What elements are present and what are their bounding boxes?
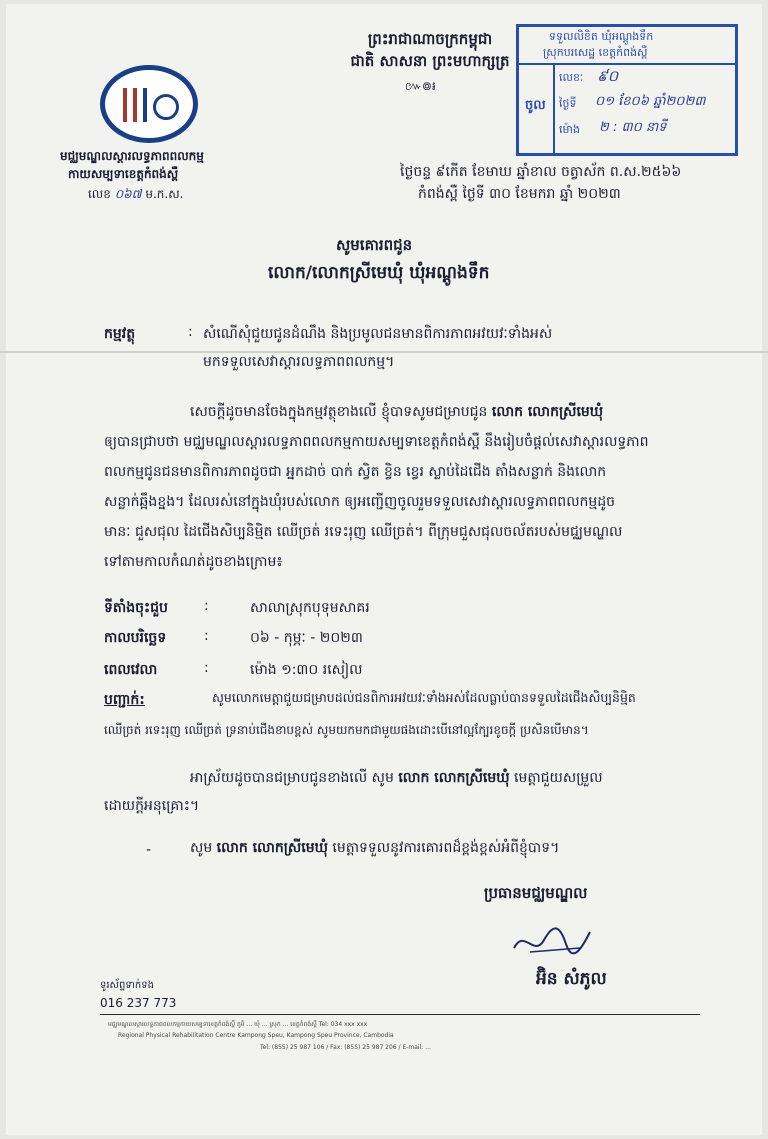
org-name-line1: មជ្ឈមណ្ឌលស្តារលទ្ធភាពពលកម្ម: [60, 149, 204, 163]
ornament: ៚៙៛: [405, 79, 436, 93]
closing-line1-recipient: លោក លោកស្រីមេឃុំ: [398, 770, 510, 786]
closing-line-3: [190, 838, 559, 859]
body-line-6: ទៅតាមកាលកំណត់ដូចខាងក្រោម៖: [104, 554, 283, 570]
detail-location-value: សាលាស្រុកបុទុមសាគរ: [250, 600, 370, 616]
detail-date-value: ០៦ - កុម្ភៈ - ២០២៣: [250, 630, 363, 646]
handwritten-signature: [510, 918, 594, 962]
stamp-side-label: ចូល: [525, 98, 546, 113]
body-line1-text: សេចក្តីដូចមានចែងក្នុងកម្មវត្ថុខាងលើ ខ្ញុំបាទសូមជម្រាបជូន: [190, 404, 492, 420]
ref-suffix: ម.ក.ស.: [145, 187, 184, 201]
org-name-line2: កាយសម្បទាខេត្តកំពង់ស្ពឺ: [68, 167, 179, 181]
body-line-2: ឲ្យបានជ្រាបថា មជ្ឈមណ្ឌលស្តារលទ្ធភាពពលកម្មកាយសម្បទាខេត្តកំពង់ស្ពឺ នឹងរៀបចំផ្តល់សេវាស្តារលទ្ធភាព: [104, 434, 649, 450]
stamp-time-label: ម៉ោង: [559, 123, 580, 136]
body-line-3: ពលកម្មជូនជនមានពិការភាពដូចជា អ្នកដាច់ បាក់ ស្វិត ខ្វិន ខ្វេរ ស្លាប់ដៃជើង តាំងសន្លាក់ និងលោក: [104, 464, 607, 480]
closing-line3-text: សូម: [190, 840, 217, 856]
ref-number: [88, 186, 183, 204]
lunar-date: ថ្ងៃចន្ទ ៩កើត ខែមាឃ ឆ្នាំខាល ចត្វាស័ក ព.ស.២៥៦៦: [400, 164, 682, 180]
note-line-1: សូមលោកមេត្តាជួយជម្រាបដល់ជនពិការអវយវៈទាំងអស់ដែលធ្លាប់បានទទួលដៃជើងសិប្បនិម្មិត: [212, 690, 636, 705]
signature-name: អ៊ិន សំភូល: [536, 969, 607, 989]
body-line-1: [190, 402, 603, 422]
detail-time-label: ពេលវេលា: [104, 662, 158, 678]
footer-line-2: Regional Physical Rehabilitation Centre Kampong Speu, Kampong Speu Province, Cambodia: [118, 1032, 394, 1039]
stamp-date-value: ០១ ខែ០៦ ឆ្នាំ២០២៣: [595, 94, 706, 109]
footer-line-3: Tel: (855) 25 987 106 / Fax: (855) 25 987 206 / E-mail: ...: [260, 1044, 431, 1051]
note-label: បញ្ជាក់:: [104, 692, 145, 708]
contact-label: ទូរស័ព្ទទាក់ទង: [100, 980, 154, 991]
ref-label: លេខ: [88, 187, 111, 201]
footer-line-1: មជ្ឈមណ្ឌលស្តារលទ្ធភាពពលកម្មកាយសម្បទាខេត្តកំពង់ស្ពឺ ភូមិ ... ឃុំ ... ស្រុក ... ខេត្តកំពង់ស្ពឺ Tel: 034 xxx xxx: [108, 1021, 368, 1028]
detail-location-label: ទីតាំងចុះជួប: [104, 600, 168, 616]
stamp-time-value: ២ : ៣០ នាទី: [599, 120, 667, 135]
ref-value: ០៦៧: [114, 187, 142, 201]
detail-time-sep: :: [204, 660, 209, 676]
subject-line1: សំណើសុំជួយជូនដំណឹង និងប្រមូលជនមានពិការភាពអវយវៈទាំងអស់: [203, 326, 553, 342]
stamp-top-line1: ទទួលលិខិត ឃុំអណ្តូងទឹក: [549, 30, 654, 43]
solar-date: កំពង់ស្ពឺ ថ្ងៃទី ៣០ ខែមករា ឆ្នាំ ២០២៣: [418, 186, 621, 202]
detail-location-sep: :: [204, 598, 209, 614]
closing-line-2: ដោយក្តីអនុគ្រោះ។: [104, 798, 200, 814]
stamp-date-label: ថ្ងៃទី: [559, 97, 577, 110]
motto: ជាតិ សាសនា ព្រះមហាក្សត្រ: [350, 52, 510, 70]
closing-line-1: [190, 768, 603, 789]
center-emblem-icon: [100, 65, 198, 143]
body-line1-recipient: លោក លោកស្រីមេឃុំ: [491, 404, 604, 420]
salutation-respect: សូមគោរពជូន: [336, 236, 413, 254]
note-line-2: ឈើច្រត់ រទេះរុញ ឈើច្រត់ ទ្រនាប់ជើងខាបខ្ពស់ សូមយកមកជាមួយផងដោះបើនៅល្អក្បែរខូចក្តី ប្រសិនបើមាន។: [104, 723, 589, 737]
detail-date-sep: :: [204, 628, 209, 644]
kingdom-title: ព្រះរាជាណាចក្រកម្ពុជា: [367, 30, 493, 48]
stamp-no-value: ៩០: [597, 67, 619, 85]
received-stamp: [516, 24, 738, 156]
stamp-no-label: លេខៈ: [559, 71, 584, 84]
closing-line1-text: អាស្រ័យដូចបានជម្រាបជូនខាងលើ សូម: [190, 770, 399, 786]
salutation-recipient: លោក/លោកស្រីមេឃុំ ឃុំអណ្តូងទឹក: [268, 263, 490, 283]
subject-label: កម្មវត្ថុ: [104, 326, 136, 342]
contact-phone: 016 237 773: [100, 996, 177, 1010]
stamp-top-line2: ស្រុកបរសេដ្ឋ ខេត្តកំពង់ស្ពឺ: [543, 46, 648, 59]
subject-line2: មកទទួលសេវាស្តារលទ្ធភាពពលកម្ម។: [203, 354, 395, 370]
detail-date-label: កាលបរិច្ឆេទ: [104, 630, 167, 646]
footer-rule-top: [100, 1014, 700, 1015]
closing-line1-post: មេត្តាជួយសម្រួល: [509, 770, 603, 786]
closing-line3-post: មេត្តាទទួលនូវការគោរពដ៏ខ្ពង់ខ្ពស់អំពីខ្ញុំបាទ។: [327, 840, 560, 856]
body-line-5: មានៈ ជួសជុល ដៃជើងសិប្បនិម្មិត ឈើច្រត់ រទេះរុញ ឈើច្រត់។ ពីក្រុមជួសជុលចល័តរបស់មជ្ឈមណ្ឌល: [104, 524, 623, 540]
body-line-4: សន្លាក់ឆ្អឹងខ្នង។ ដែលរស់នៅក្នុងឃុំរបស់លោក ឲ្យអញ្ជើញចូលរួមទទួលសេវាស្តារលទ្ធភាពពលកម្មដូច: [104, 494, 616, 510]
closing-dash: -: [146, 842, 152, 858]
detail-time-value: ម៉ោង ១:៣០ រសៀល: [250, 662, 363, 678]
signature-title: ប្រធានមជ្ឈមណ្ឌល: [484, 884, 588, 902]
closing-line3-recipient: លោក លោកស្រីមេឃុំ: [216, 840, 328, 856]
